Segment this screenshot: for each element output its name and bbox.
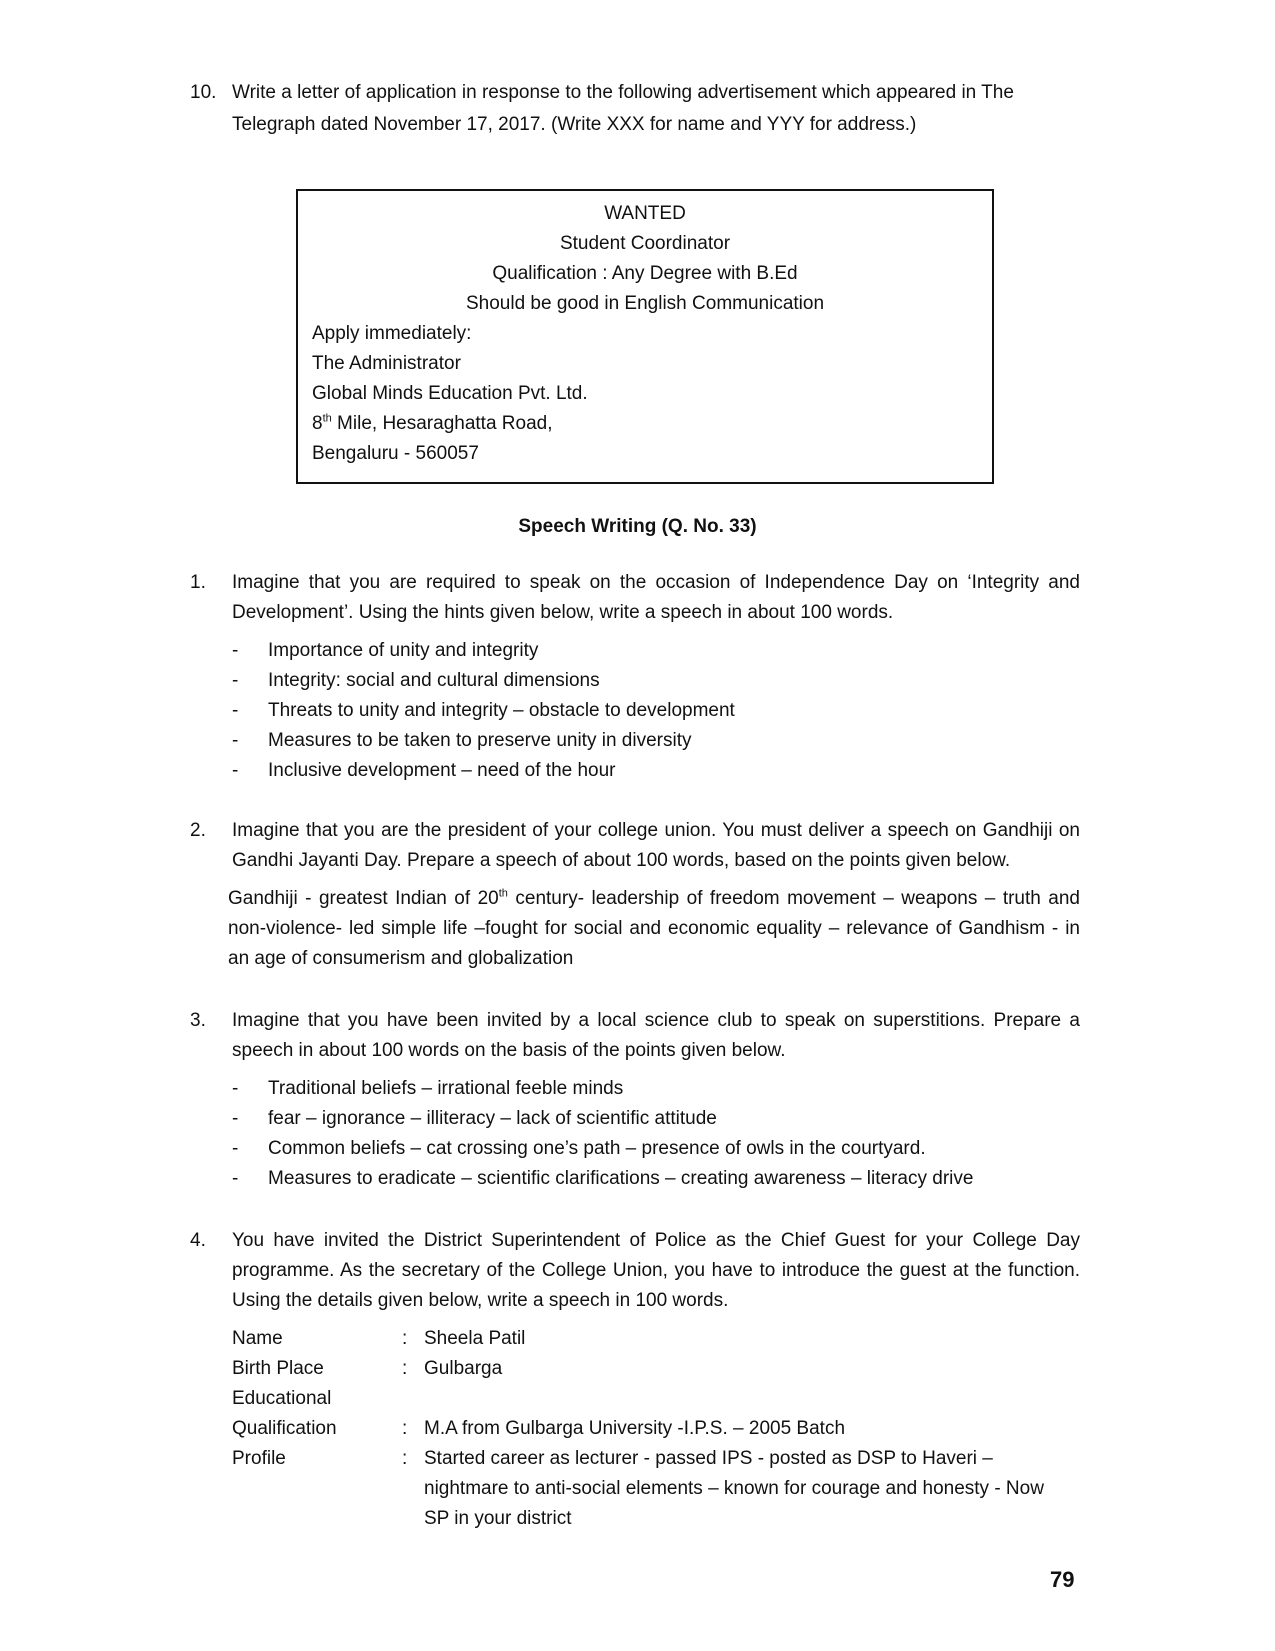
detail-value: Started career as lecturer - passed IPS - posted as DSP to Haveri – nightmare to anti-social elements – known for courage and honesty - Now SP in your district xyxy=(424,1448,1044,1529)
question-text-line: Write a letter of application in response to the following advertisement which appeared in The xyxy=(232,82,1014,103)
speech-points: Gandhiji - greatest Indian of 20th century- leadership of freedom movement – weapons – truth and non-violence- led simple life –fought for social and economic equality – relevance of Gandhism - in an age of consumerism and globalization xyxy=(228,887,1080,969)
question-number: 4. xyxy=(190,1230,206,1251)
question-number: 1. xyxy=(190,572,206,593)
list-item: - fear – ignorance – illiteracy – lack of scientific attitude xyxy=(232,1108,717,1129)
list-item: - Measures to eradicate – scientific clarifications – creating awareness – literacy drive xyxy=(232,1168,974,1189)
question-text: Imagine that you are the president of your college union. You must deliver a speech on Gandhiji on Gandhi Jayanti Day. Prepare a speech of about 100 words, based on the points given below. xyxy=(232,820,1080,871)
detail-colon: : xyxy=(402,1328,408,1349)
question-3 xyxy=(190,1006,1080,1194)
question-1 xyxy=(190,568,1080,786)
question-number: 2. xyxy=(190,820,206,841)
detail-colon: : xyxy=(402,1448,408,1469)
table-row xyxy=(232,1444,1044,1534)
table-row xyxy=(232,1354,1044,1384)
list-item: - Common beliefs – cat crossing one’s path – presence of owls in the courtyard. xyxy=(232,1138,926,1159)
section-heading: Speech Writing (Q. No. 33) xyxy=(518,516,757,537)
advert-qualification: Qualification : Any Degree with B.Ed xyxy=(492,263,798,284)
list-item: - Measures to be taken to preserve unity in diversity xyxy=(232,730,692,751)
question-2 xyxy=(190,816,1080,974)
detail-colon: : xyxy=(402,1358,408,1379)
question-10 xyxy=(190,78,1080,140)
question-4 xyxy=(190,1226,1080,1534)
advert-address: 8th Mile, Hesaraghatta Road, xyxy=(312,412,553,434)
advertisement-box xyxy=(296,189,994,484)
advert-addressee: The Administrator xyxy=(312,353,461,374)
advert-city: Bengaluru - 560057 xyxy=(312,443,479,464)
list-item: - Integrity: social and cultural dimensions xyxy=(232,670,600,691)
hint-list xyxy=(232,636,1080,786)
detail-label: Qualification xyxy=(232,1418,337,1439)
detail-label: Educational xyxy=(232,1388,332,1409)
question-text: Imagine that you have been invited by a local science club to speak on superstitions. Prepare a speech in about 100 words on the basis of the points given below. xyxy=(232,1010,1080,1061)
advert-apply: Apply immediately: xyxy=(312,323,472,344)
question-number: 10. xyxy=(190,82,217,103)
hint-list xyxy=(232,1074,1080,1194)
question-text-line: Telegraph dated November 17, 2017. (Write XXX for name and YYY for address.) xyxy=(232,114,917,135)
list-item: - Inclusive development – need of the hour xyxy=(232,760,616,781)
detail-value: Sheela Patil xyxy=(424,1328,526,1349)
advert-position: Student Coordinator xyxy=(559,233,731,254)
list-item: - Importance of unity and integrity xyxy=(232,640,539,661)
advert-requirement: Should be good in English Communication xyxy=(465,293,825,314)
detail-label: Birth Place xyxy=(232,1358,324,1379)
page-number: 79 xyxy=(1050,1567,1075,1592)
detail-label: Name xyxy=(232,1328,283,1349)
detail-label: Profile xyxy=(232,1448,286,1469)
question-number: 3. xyxy=(190,1010,206,1031)
table-row xyxy=(232,1414,1044,1444)
table-row xyxy=(232,1384,1044,1414)
detail-colon: : xyxy=(402,1418,408,1439)
list-item: - Threats to unity and integrity – obstacle to development xyxy=(232,700,735,721)
advert-company: Global Minds Education Pvt. Ltd. xyxy=(312,383,588,404)
advert-title: WANTED xyxy=(604,203,686,224)
detail-value: Gulbarga xyxy=(424,1358,503,1379)
question-text: You have invited the District Superintendent of Police as the Chief Guest for your College Day programme. As the secretary of the College Union, you have to introduce the guest at the function. Using the details given below, write a speech in 100 words. xyxy=(232,1230,1080,1311)
guest-details-table xyxy=(232,1324,1044,1534)
question-text: Imagine that you are required to speak on the occasion of Independence Day on ‘Integrity and Development’. Using the hints given below, write a speech in about 100 words. xyxy=(232,572,1080,623)
detail-value: M.A from Gulbarga University -I.P.S. – 2005 Batch xyxy=(424,1418,846,1439)
list-item: - Traditional beliefs – irrational feeble minds xyxy=(232,1078,624,1099)
table-row xyxy=(232,1324,1044,1354)
